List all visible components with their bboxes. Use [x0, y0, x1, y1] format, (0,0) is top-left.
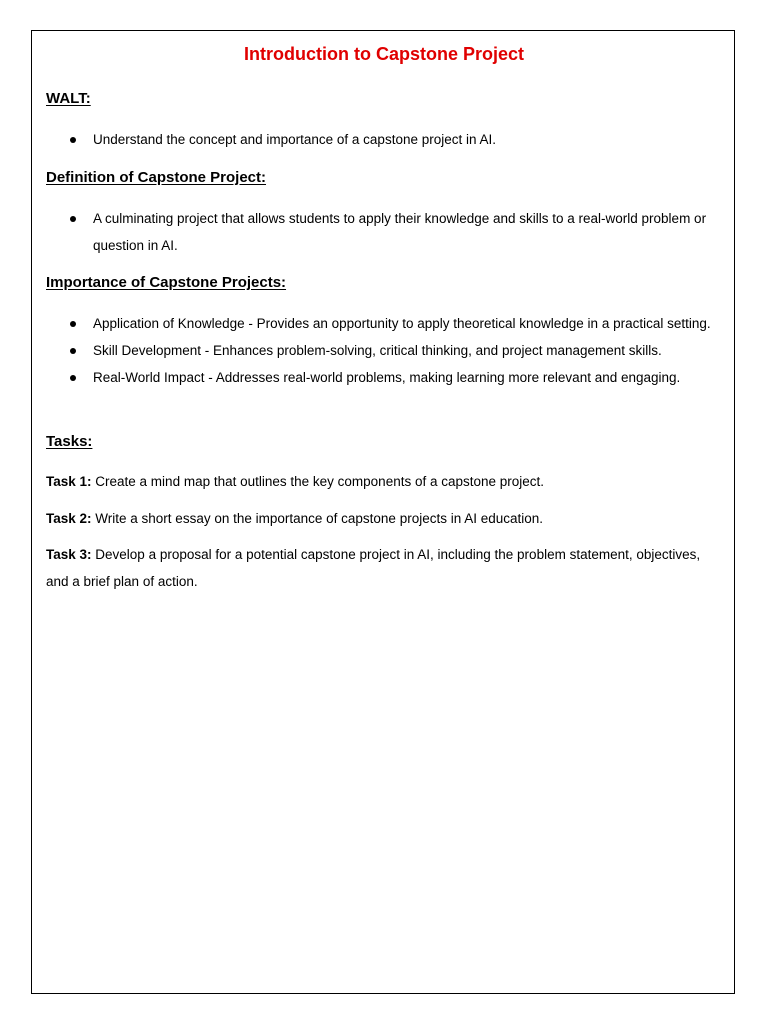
- bullet-icon: [70, 321, 76, 327]
- task-label: Task 1:: [46, 474, 92, 489]
- list-item-text: Understand the concept and importance of a capstone project in AI.: [93, 132, 497, 147]
- list-item: [68, 205, 718, 259]
- bullet-icon: [70, 137, 76, 143]
- task-1: [46, 468, 706, 495]
- definition-list: [68, 205, 718, 259]
- page-title: Introduction to Capstone Project: [243, 44, 524, 64]
- task-3: [46, 541, 706, 595]
- task-label: Task 3:: [46, 547, 92, 562]
- list-item: [68, 126, 718, 153]
- list-item-text: A culminating project that allows students to apply their knowledge and skills to a real-world problem or question in AI.: [93, 211, 707, 253]
- list-item-text: Real-World Impact - Addresses real-world problems, making learning more relevant and engaging.: [93, 370, 681, 385]
- bullet-icon: [70, 348, 76, 354]
- definition-heading: Definition of Capstone Project:: [46, 169, 267, 186]
- list-item: [68, 364, 718, 391]
- importance-list: [68, 310, 718, 391]
- list-item: [68, 337, 718, 364]
- list-item-text: Application of Knowledge - Provides an opportunity to apply theoretical knowledge in a practical setting.: [93, 316, 711, 331]
- importance-heading: Importance of Capstone Projects:: [46, 274, 287, 291]
- task-text: Develop a proposal for a potential capstone project in AI, including the problem statement, objectives, and a brief plan of action.: [46, 547, 701, 589]
- task-label: Task 2:: [46, 511, 92, 526]
- bullet-icon: [70, 216, 76, 222]
- list-item: [68, 310, 718, 337]
- walt-heading: WALT:: [46, 90, 91, 107]
- task-2: [46, 505, 706, 532]
- walt-list: [68, 126, 718, 153]
- list-item-text: Skill Development - Enhances problem-solving, critical thinking, and project management skills.: [93, 343, 662, 358]
- tasks-heading: Tasks:: [46, 433, 93, 450]
- task-text: Create a mind map that outlines the key components of a capstone project.: [91, 474, 545, 489]
- task-text: Write a short essay on the importance of capstone projects in AI education.: [91, 511, 544, 526]
- bullet-icon: [70, 375, 76, 381]
